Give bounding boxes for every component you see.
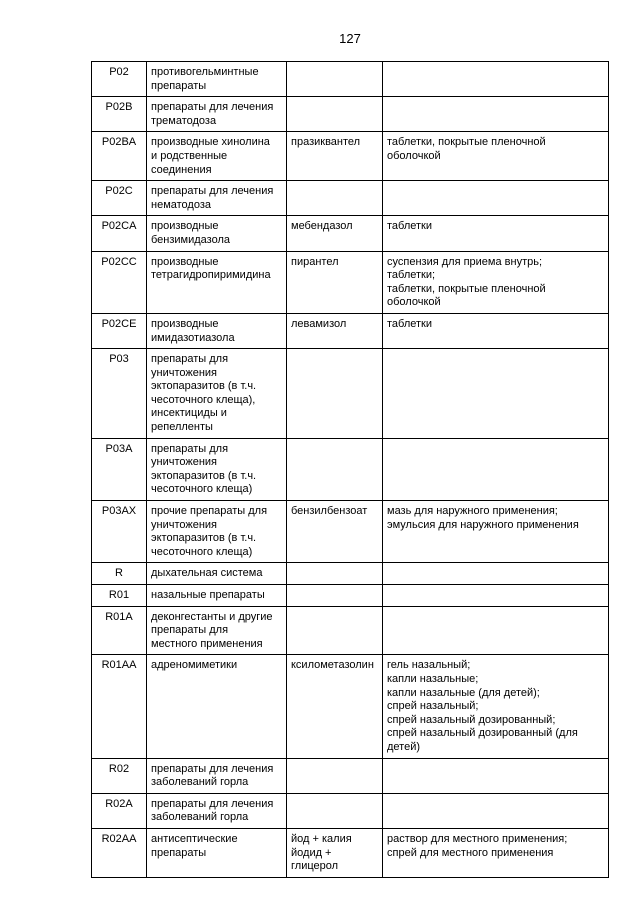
- dosage-form-cell: [383, 585, 609, 607]
- atc-code-cell: R01: [92, 585, 147, 607]
- dosage-form-cell: таблетки: [383, 216, 609, 251]
- table-row: [92, 181, 609, 216]
- group-name-cell: производные имидазотиазола: [147, 313, 287, 348]
- drug-name-cell: [287, 97, 383, 132]
- medication-table: [91, 61, 609, 878]
- table-row: [92, 62, 609, 97]
- drug-name-cell: ксилометазолин: [287, 655, 383, 758]
- atc-code-cell: R: [92, 563, 147, 585]
- table-row: [92, 585, 609, 607]
- group-name-cell: дыхательная система: [147, 563, 287, 585]
- atc-code-cell: P02BA: [92, 132, 147, 181]
- table-row: [92, 97, 609, 132]
- group-name-cell: препараты для уничтожения эктопаразитов (в т.ч. чесоточного клеща): [147, 438, 287, 500]
- atc-code-cell: P02CA: [92, 216, 147, 251]
- atc-code-cell: P02B: [92, 97, 147, 132]
- dosage-form-cell: таблетки, покрытые пленочной оболочкой: [383, 132, 609, 181]
- table-row: [92, 758, 609, 793]
- table-row: [92, 501, 609, 563]
- dosage-form-cell: [383, 62, 609, 97]
- dosage-form-cell: [383, 563, 609, 585]
- table-row: [92, 216, 609, 251]
- drug-name-cell: [287, 758, 383, 793]
- group-name-cell: препараты для уничтожения эктопаразитов (в т.ч. чесоточного клеща), инсектициды и репелленты: [147, 349, 287, 439]
- table-row: [92, 132, 609, 181]
- group-name-cell: прочие препараты для уничтожения эктопаразитов (в т.ч. чесоточного клеща): [147, 501, 287, 563]
- dosage-form-cell: раствор для местного применения; спрей для местного применения: [383, 828, 609, 877]
- drug-name-cell: [287, 438, 383, 500]
- table-row: [92, 438, 609, 500]
- dosage-form-cell: гель назальный; капли назальные; капли назальные (для детей); спрей назальный; спрей назальный дозированный; спрей назальный дозированный (для детей): [383, 655, 609, 758]
- group-name-cell: назальные препараты: [147, 585, 287, 607]
- group-name-cell: антисептические препараты: [147, 828, 287, 877]
- drug-name-cell: левамизол: [287, 313, 383, 348]
- group-name-cell: препараты для лечения трематодоза: [147, 97, 287, 132]
- table-row: [92, 349, 609, 439]
- dosage-form-cell: [383, 97, 609, 132]
- table-row: [92, 251, 609, 313]
- table-row: [92, 655, 609, 758]
- group-name-cell: препараты для лечения заболеваний горла: [147, 793, 287, 828]
- drug-name-cell: [287, 349, 383, 439]
- drug-name-cell: [287, 181, 383, 216]
- table-row: [92, 793, 609, 828]
- dosage-form-cell: [383, 793, 609, 828]
- dosage-form-cell: мазь для наружного применения; эмульсия для наружного применения: [383, 501, 609, 563]
- dosage-form-cell: таблетки: [383, 313, 609, 348]
- drug-name-cell: йод + калия йодид + глицерол: [287, 828, 383, 877]
- group-name-cell: препараты для лечения заболеваний горла: [147, 758, 287, 793]
- atc-code-cell: P02: [92, 62, 147, 97]
- atc-code-cell: P03AX: [92, 501, 147, 563]
- table-row: [92, 606, 609, 655]
- atc-code-cell: R01AA: [92, 655, 147, 758]
- atc-code-cell: P03A: [92, 438, 147, 500]
- atc-code-cell: R01A: [92, 606, 147, 655]
- group-name-cell: производные хинолина и родственные соединения: [147, 132, 287, 181]
- drug-name-cell: мебендазол: [287, 216, 383, 251]
- drug-name-cell: [287, 62, 383, 97]
- drug-name-cell: [287, 793, 383, 828]
- drug-name-cell: [287, 606, 383, 655]
- group-name-cell: препараты для лечения нематодоза: [147, 181, 287, 216]
- dosage-form-cell: [383, 438, 609, 500]
- group-name-cell: деконгестанты и другие препараты для местного применения: [147, 606, 287, 655]
- drug-name-cell: [287, 563, 383, 585]
- group-name-cell: производные тетрагидропиримидина: [147, 251, 287, 313]
- atc-code-cell: R02: [92, 758, 147, 793]
- group-name-cell: противогельминтные препараты: [147, 62, 287, 97]
- dosage-form-cell: суспензия для приема внутрь; таблетки; таблетки, покрытые пленочной оболочкой: [383, 251, 609, 313]
- atc-code-cell: R02AA: [92, 828, 147, 877]
- atc-code-cell: P02CE: [92, 313, 147, 348]
- table-row: [92, 313, 609, 348]
- atc-code-cell: R02A: [92, 793, 147, 828]
- dosage-form-cell: [383, 349, 609, 439]
- atc-code-cell: P03: [92, 349, 147, 439]
- atc-code-cell: P02C: [92, 181, 147, 216]
- table-row: [92, 563, 609, 585]
- drug-name-cell: [287, 585, 383, 607]
- drug-name-cell: пирантел: [287, 251, 383, 313]
- dosage-form-cell: [383, 758, 609, 793]
- drug-name-cell: бензилбензоат: [287, 501, 383, 563]
- group-name-cell: адреномиметики: [147, 655, 287, 758]
- atc-code-cell: P02CC: [92, 251, 147, 313]
- drug-name-cell: празиквантел: [287, 132, 383, 181]
- dosage-form-cell: [383, 181, 609, 216]
- page-number: 127: [339, 31, 361, 46]
- dosage-form-cell: [383, 606, 609, 655]
- table-row: [92, 828, 609, 877]
- group-name-cell: производные бензимидазола: [147, 216, 287, 251]
- table-body: [92, 62, 609, 878]
